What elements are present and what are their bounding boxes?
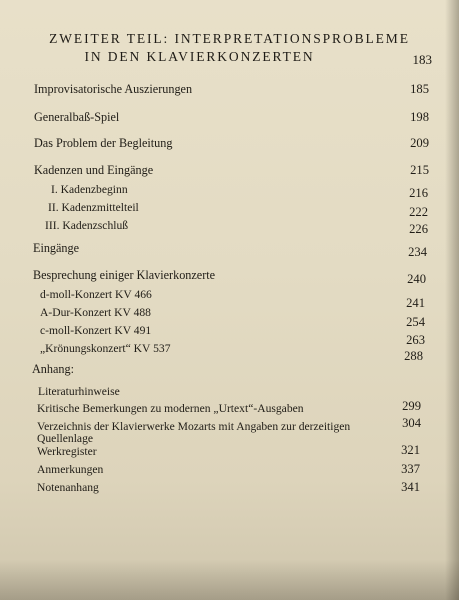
toc-entry-title: Besprechung einiger Klavierkonzerte <box>33 268 216 282</box>
toc-appendix-entry-title: Kritische Bemerkungen zu modernen „Urtext“-Ausgaben <box>37 402 304 415</box>
toc-entry-title: Eingänge <box>33 241 80 255</box>
toc-subentry-page: 263 <box>406 333 425 347</box>
toc-appendix-entry-title: Verzeichnis der Klavierwerke Mozarts mit Angaben zur derzeitigen <box>37 420 351 433</box>
toc-subentry-title: d-moll-Konzert KV 466 <box>40 288 152 301</box>
toc-appendix-entry-title: Literaturhinweise <box>38 385 120 398</box>
toc-entry-page: 234 <box>408 245 427 259</box>
toc-entry-page: 215 <box>410 163 429 177</box>
toc-entry-title: Improvisatorische Auszierungen <box>34 82 193 96</box>
toc-subentry-title: III. Kadenzschluß <box>45 219 129 232</box>
toc-appendix-entry-title: Notenanhang <box>37 481 99 494</box>
toc-appendix-entry-title: Anmerkungen <box>37 463 104 476</box>
toc-entry-page: 240 <box>407 272 426 286</box>
toc-entry-title: Das Problem der Begleitung <box>34 136 173 150</box>
toc-entry-title: Kadenzen und Eingänge <box>34 163 154 177</box>
toc-subentry-title: „Krönungskonzert“ KV 537 <box>40 342 171 355</box>
toc-subentry-title: I. Kadenzbeginn <box>51 183 128 196</box>
toc-appendix-entry-title: Quellenlage <box>37 432 94 445</box>
toc-appendix-entry-page: 321 <box>401 443 420 457</box>
toc-entry-page: 185 <box>410 82 429 96</box>
section-heading-line-2: IN DEN KLAVIERKONZERTEN <box>84 49 315 64</box>
toc-subentry-page: 288 <box>404 349 423 363</box>
section-page-number: 183 <box>412 52 432 67</box>
toc-subentry-title: II. Kadenzmittelteil <box>48 201 139 214</box>
toc-subentry-page: 222 <box>409 205 428 219</box>
toc-entry-page: 198 <box>410 110 429 124</box>
toc-appendix-entry-page: 341 <box>401 480 420 494</box>
toc-appendix-entry-page: 304 <box>402 416 421 430</box>
toc-subentry-page: 241 <box>406 296 425 310</box>
page-bottom-shadow <box>0 560 459 600</box>
toc-subentry-page: 216 <box>409 186 428 200</box>
toc-appendix-heading: Anhang: <box>32 362 74 376</box>
toc-subentry-page: 254 <box>406 315 425 329</box>
section-heading-line-1: ZWEITER TEIL: INTERPRETATIONSPROBLEME <box>49 31 410 46</box>
toc-appendix-entry-page: 299 <box>402 399 421 413</box>
toc-entry-title: Generalbaß-Spiel <box>34 110 120 124</box>
toc-subentry-title: A-Dur-Konzert KV 488 <box>40 306 151 319</box>
page-edge-shadow <box>445 0 459 600</box>
toc-subentry-title: c-moll-Konzert KV 491 <box>40 324 152 337</box>
toc-appendix-entry-title: Werkregister <box>37 445 97 458</box>
toc-subentry-page: 226 <box>409 222 428 236</box>
toc-appendix-entry-page: 337 <box>401 462 420 476</box>
toc-entry-page: 209 <box>410 136 429 150</box>
